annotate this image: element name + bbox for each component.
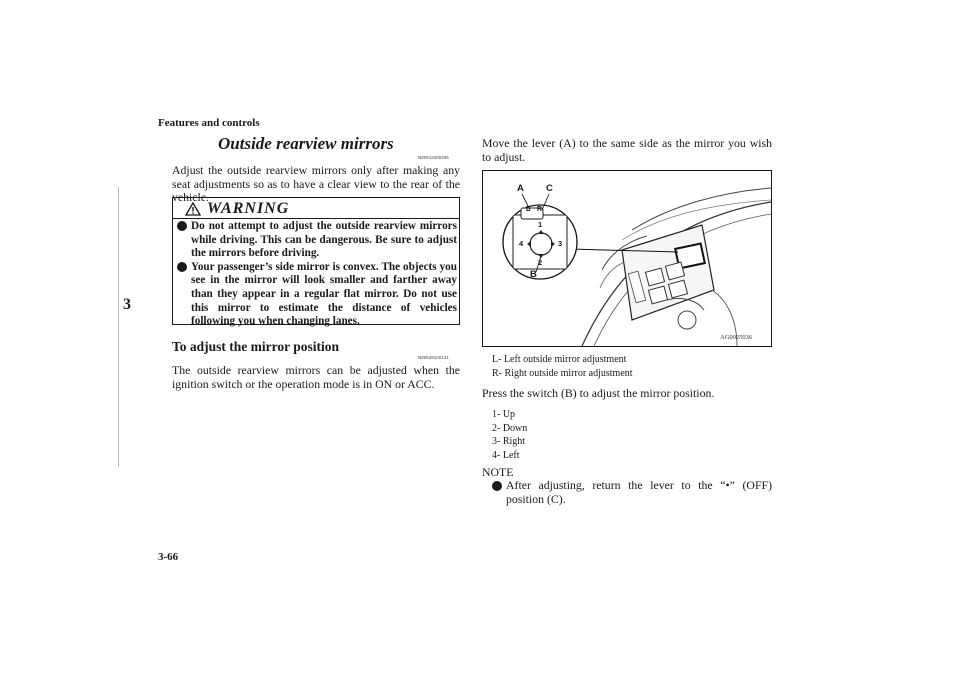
section-code: N00512200206 [418, 155, 449, 160]
list-item: 3- Right [492, 436, 526, 448]
warning-label: WARNING [207, 200, 290, 217]
warning-box [172, 197, 460, 328]
lever-instruction: Move the lever (A) to the same side as the mirror you wish to adjust. [482, 136, 772, 164]
note-text: After adjusting, return the lever to the “•” (OFF) position (C). [506, 478, 772, 506]
chapter-tab-rule [118, 187, 155, 467]
warning-divider [173, 218, 459, 219]
list-item: L- Left outside mirror adjustment [492, 354, 627, 365]
warning-item-text: Your passenger’s side mirror is convex. The objects you see in the mirror will look smaller and farther away than they appear in a regular flat mirror. Do not use this mirror to estimate the distance of vehicles following you when changing lanes. [191, 260, 457, 328]
warning-item [177, 261, 457, 329]
warning-body [177, 220, 457, 329]
bullet-icon [177, 262, 187, 272]
warning-item [177, 220, 457, 261]
list-item: 2- Down [492, 422, 528, 434]
figure-label-c: C [546, 183, 553, 194]
figure-label-3: 3 [558, 239, 563, 248]
lever-legend [492, 353, 772, 380]
door-trim-illustration [482, 170, 772, 347]
figure-label-l: L [526, 206, 531, 213]
figure-label-2: 2 [538, 258, 543, 267]
page-number: 3-66 [158, 551, 179, 563]
figure-label-r: R [537, 206, 543, 213]
intro-paragraph: Adjust the outside rearview mirrors only after making any seat adjustments so as to have a clear view to the rear of the vehicle. [172, 163, 460, 204]
page-title: Outside rearview mirrors [218, 134, 394, 153]
section-header: Features and controls [158, 117, 260, 129]
switch-instruction: Press the switch (B) to adjust the mirror position. [482, 386, 715, 400]
warning-header [173, 198, 459, 219]
list-item: R- Right outside mirror adjustment [492, 367, 633, 379]
note-item [492, 479, 772, 506]
subsection-title: To adjust the mirror position [172, 339, 340, 354]
bullet-icon [177, 221, 187, 231]
direction-legend [492, 408, 692, 462]
figure-label-b: B [530, 269, 537, 280]
subsection-paragraph: The outside rearview mirrors can be adjusted when the ignition switch or the operation mode is in ON or ACC. [172, 363, 460, 391]
figure-code: AG0025036 [720, 334, 753, 341]
warning-item-text: Do not attempt to adjust the outside rearview mirrors while driving. This can be dangerous. Be sure to adjust the mirrors before driving. [191, 220, 457, 260]
bullet-icon [492, 481, 502, 491]
figure-label-4: 4 [519, 239, 524, 248]
chapter-tab-number: 3 [123, 296, 131, 313]
list-item: 1- Up [492, 409, 516, 420]
figure-label-1: 1 [538, 220, 543, 229]
figure-label-a: A [517, 183, 524, 194]
subsection-code: N00549100131 [418, 355, 449, 360]
list-item: 4- Left [492, 449, 520, 461]
mirror-switch-figure [482, 170, 772, 347]
note-label: NOTE [482, 465, 514, 479]
warning-triangle-icon [185, 202, 201, 216]
